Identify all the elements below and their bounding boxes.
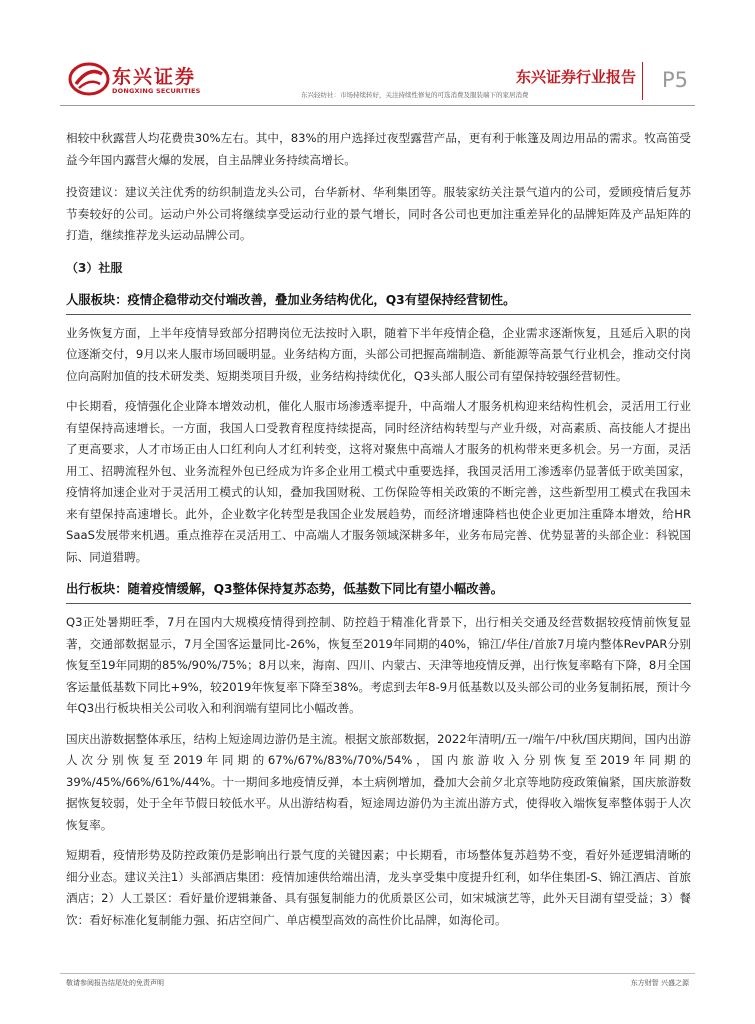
header-rule — [60, 105, 695, 106]
paragraph-travel-outlook: 短期看，疫情形势及防控政策仍是影响出行景气度的关键因素；中长期看，市场整体复苏趋势不变，看好外延逻辑清晰的细分业态。建议关注1）头部酒店集团：疫情加速供给端出清，龙头享受集中度提升红利，如华住集团-S、锦江酒店、首旅酒店；2）人工景区：看好量价逻辑兼备、具有强复制能力的优质景区公司，如宋城演艺等，此外天目湖有望受益；3）餐饮：看好标准化复制能力强、拓店空间广、单店模型高效的高性价比品牌，如海伦司。 — [66, 848, 691, 927]
section-title-travel: 出行板块：随着疫情缓解，Q3整体保持复苏态势，低基数下同比有望小幅改善。 — [66, 577, 691, 604]
brand-name: 东兴证券 — [112, 66, 197, 88]
page-number: P5 — [662, 68, 689, 92]
brand-name-en: DONGXING SECURITIES — [112, 87, 201, 95]
report-title: 东兴证券行业报告 — [515, 68, 636, 86]
subheading-social-services: （3）社服 — [66, 260, 123, 275]
paragraph-hr-longterm: 中长期看，疫情强化企业降本增效动机，催化人服市场渗透率提升，中高端人才服务机构迎来结构性机会，灵活用工行业有望保持高速增长。一方面，我国人口受教育程度持续提高，同时经济结构转型与产业升级，对高素质、高技能人才提出了更高要求，人才市场正由人口红利向人才红利转变，这将对聚焦中高端人才服务的机构带来更多机会。另一方面，灵活用工、招聘流程外包、业务流程外包已经成为许多企业用工模式中重要选择，我国灵活用工渗透率仍显著低于欧美国家，疫情将加速企业对于灵活用工模式的认知，叠加我国财税、工伤保险等相关政策的不断完善，这些新型用工模式在我国未来有望保持高速增长。此外，企业数字化转型是我国企业发展趋势，而经济增速降档也使企业更加注重降本增效，给HR SaaS发展带来机遇。重点推荐在灵活用工、中高端人才服务领域深耕多年，业务布局完善、优势显著的头部企业：科锐国际、同道猎聘。 — [66, 399, 691, 564]
paragraph-travel-q3: Q3正处暑期旺季，7月在国内大规模疫情得到控制、防控趋于精准化背景下，出行相关交通及经营数据较疫情前恢复显著，交通部数据显示，7月全国客运量同比-26%，恢复至2019年同期的40%，锦江/华住/首旅7月境内整体RevPAR分别恢复至19年同期的85%/90%/75%；8月以来，海南、四川、内蒙古、天津等地疫情反弹，出行恢复率略有下降，8月全国客运量低基数下同比+9%，较2019年恢复率下降至38%。考虑到去年8-9月低基数以及头部公司的业务复制拓展，预计今年Q3出行板块相关公司收入和利润端有望同比小幅改善。 — [66, 615, 691, 715]
report-body — [66, 128, 691, 931]
paragraph-camping: 相较中秋露营人均花费贵30%左右。其中，83%的用户选择过夜型露营产品，更有利于帐篷及周边用品的需求。牧高笛受益今年国内露营火爆的发展，自主品牌业务持续高增长。 — [66, 131, 691, 167]
report-subtitle: 东兴轻纺社：市场持续转好，关注持续性修复的可选消费及服装端下的家居消费 — [301, 91, 529, 99]
header-divider — [642, 62, 643, 100]
page-header — [0, 0, 755, 110]
paragraph-travel-holiday: 国庆出游数据整体承压，结构上短途周边游仍是主流。根据文旅部数据，2022年清明/五一/端午/中秋/国庆期间，国内出游人次分别恢复至2019年同期的67%/67%/83%/70%/54%，国内旅游收入分别恢复至2019年同期的39%/45%/66%/61%/44%。十一期间多地疫情反弹，本土病例增加，叠加大会前夕北京等地防疫政策偏紧，国庆旅游数据恢复较弱，处于全年节假日较低水平。从出游结构看，短途周边游仍为主流出游方式，使得收入端恢复率整体弱于人次恢复率。 — [66, 731, 691, 832]
section-title-hr: 人服板块：疫情企稳带动交付端改善，叠加业务结构优化，Q3有望保持经营韧性。 — [66, 288, 691, 315]
paragraph-investment-advice: 投资建议：建议关注优秀的纺织制造龙头公司，台华新材、华利集团等。服装家纺关注景气道内的公司，爱顾疫情后复苏节奏较好的公司。运动户外公司将继续享受运动行业的景气增长，同时各公司也更加注重差异化的品牌矩阵及产品矩阵的打造，继续推荐龙头运动品牌公司。 — [66, 185, 691, 242]
footer-rule — [60, 973, 695, 974]
footer-disclaimer: 敬请参阅报告结尾处的免责声明 — [66, 979, 164, 987]
dongxing-logo-icon — [68, 62, 110, 96]
paragraph-hr-recovery: 业务恢复方面，上半年疫情导致部分招聘岗位无法按时入职，随着下半年疫情企稳，企业需求逐渐恢复，且延后入职的岗位逐渐交付，9月以来人服市场回暖明显。业务结构方面，头部公司把握高端制造、新能源等高景气行业机会，推动交付岗位向高附加值的技术研发类、短期类项目升级，业务结构持续优化，Q3头部人服公司有望保持较强经营韧性。 — [66, 325, 691, 383]
footer-slogan: 东方财智 兴盛之源 — [630, 979, 689, 987]
